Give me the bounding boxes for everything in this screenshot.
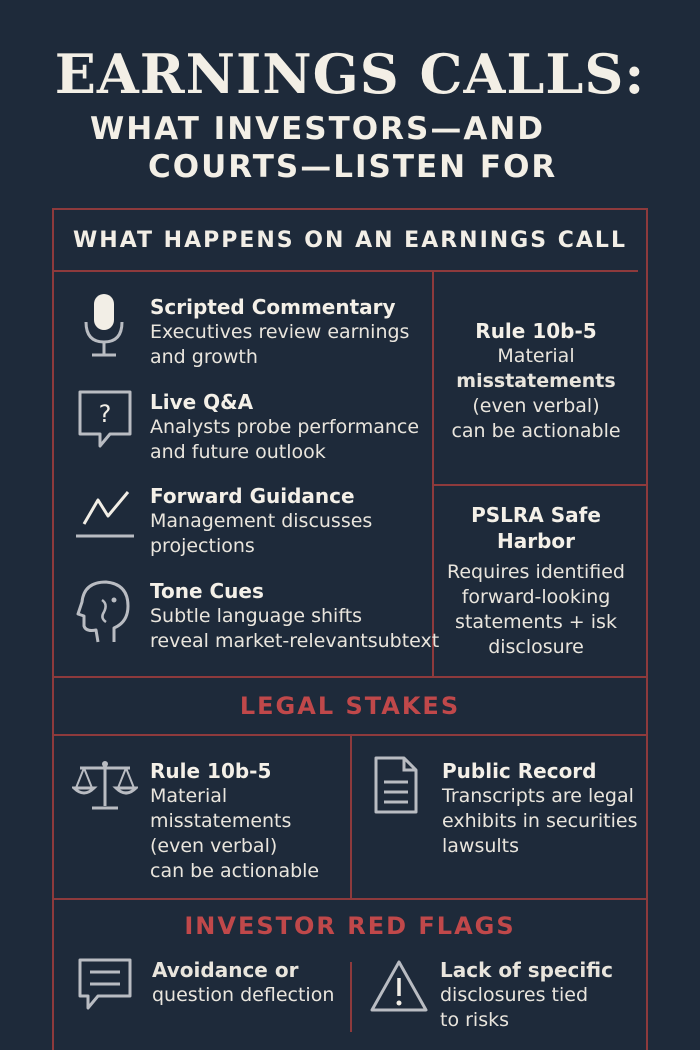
flag-item-lack-disclosures <box>440 958 613 1033</box>
item-desc-line: Subtle language shifts <box>150 605 363 627</box>
item-title: Rule 10b-5 <box>150 759 272 783</box>
scales-icon <box>72 756 138 814</box>
chat-bubble-icon <box>76 956 134 1012</box>
divider-above-legal <box>52 676 648 678</box>
legal-item-public-record <box>442 758 638 859</box>
divider-legal-vertical <box>350 736 352 898</box>
pslra-line: Requires identified <box>447 561 625 583</box>
divider-flags-vertical <box>350 962 352 1032</box>
rule-10b5-box <box>434 318 638 444</box>
item-desc-line: Material <box>150 785 228 807</box>
rule-10b5-line: (even verbal) <box>472 395 600 417</box>
item-title: Live Q&A <box>150 390 254 414</box>
section-heading-earnings-call: WHAT HAPPENS ON AN EARNINGS CALL <box>73 228 627 253</box>
pslra-line: disclosure <box>488 636 584 658</box>
pslra-line: forward-looking <box>461 586 611 608</box>
pslra-title: Harbor <box>496 529 576 553</box>
item-desc-line: Management discusses <box>150 510 373 532</box>
head-profile-icon <box>74 578 134 646</box>
item-desc-line: lawsults <box>442 835 520 857</box>
item-live-qa <box>150 389 419 465</box>
item-desc-line: Lack of specific <box>440 958 613 982</box>
document-icon <box>372 754 420 816</box>
divider-right-boxes <box>432 484 648 486</box>
page-subtitle <box>90 110 650 186</box>
subtitle-line-2: COURTS—LISTEN FOR <box>148 149 558 185</box>
item-desc-line: Transcripts are legal <box>442 785 634 807</box>
item-desc-line: reveal market-relevantsubtext <box>150 630 440 652</box>
item-desc-line: misstatements <box>150 810 292 832</box>
item-title: Scripted Commentary <box>150 295 396 319</box>
subtitle-line-1: WHAT INVESTORS—AND <box>90 111 545 147</box>
item-desc-line: can be actionable <box>150 860 320 882</box>
microphone-icon <box>76 292 132 360</box>
rule-10b5-title: Rule 10b-5 <box>475 319 597 343</box>
item-desc-line: Executives review earnings <box>150 321 410 343</box>
section-heading-legal-stakes: LEGAL STAKES <box>239 692 461 720</box>
item-desc-line: disclosures tied <box>440 984 589 1006</box>
item-title: Forward Guidance <box>150 484 355 508</box>
pslra-safe-harbor-box <box>434 502 638 660</box>
divider-above-flags <box>52 898 648 900</box>
item-desc-line: to risks <box>440 1009 510 1031</box>
item-desc-line: (even verbal) <box>150 835 278 857</box>
warning-triangle-icon <box>368 958 430 1014</box>
rule-10b5-line: Material <box>497 345 575 367</box>
page-title: EARNINGS CALLS: <box>54 42 646 106</box>
item-desc-line: Analysts probe performance <box>150 416 420 438</box>
pslra-line: statements + isk <box>455 611 617 633</box>
item-title: Public Record <box>442 759 597 783</box>
item-desc-line: projections <box>150 535 255 557</box>
trend-line-icon <box>74 486 136 540</box>
item-forward-guidance <box>150 483 372 559</box>
pslra-title: PSLRA Safe <box>471 503 601 527</box>
rule-10b5-line: misstatements <box>456 370 616 392</box>
flag-item-avoidance <box>152 958 334 1008</box>
item-title: Tone Cues <box>150 579 264 603</box>
item-desc-line: exhibits in securities <box>442 810 638 832</box>
item-tone-cues <box>150 578 439 654</box>
item-desc-line: question deflection <box>152 984 335 1006</box>
item-desc-line: and future outlook <box>150 441 326 463</box>
item-scripted-commentary <box>150 294 409 370</box>
item-desc-line: Avoidance or <box>152 958 299 982</box>
question-bubble-icon <box>74 388 136 454</box>
legal-item-rule-10b5 <box>150 758 319 884</box>
rule-10b5-line: can be actionable <box>451 420 621 442</box>
item-desc-line: and growth <box>150 346 258 368</box>
divider-under-heading <box>52 270 638 272</box>
section-heading-red-flags: INVESTOR RED FLAGS <box>184 912 516 940</box>
svg-text:?: ? <box>98 400 112 428</box>
